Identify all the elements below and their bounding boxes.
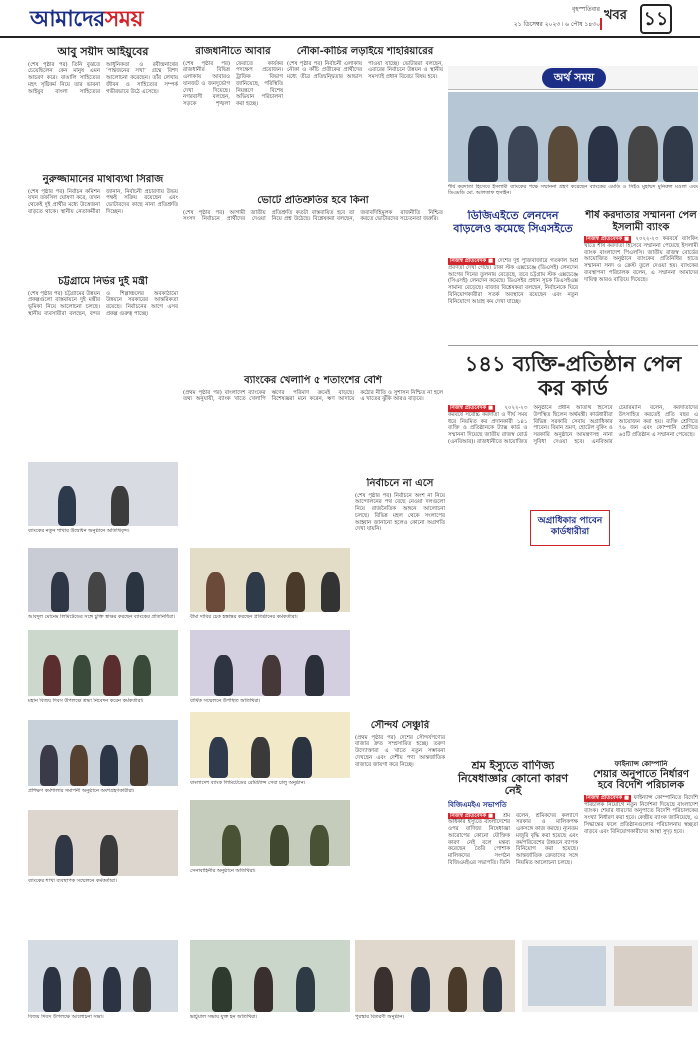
event-photo [28,940,178,1012]
article-rajdhani [183,46,283,191]
person-figure [43,655,61,696]
photo-caption: ব্যাংকের নতুন শাখার উদ্বোধন অনুষ্ঠানে অতিথিবৃন্দ। [28,528,130,534]
headline: ভোটে প্রতিশ্রুতির হবে কিনা [257,195,369,206]
pull-quote: অগ্রাধিকার পাবেন কার্ডধারীরা [530,510,610,546]
person-figure [43,967,61,1012]
person-figure [411,967,430,1012]
person-figure [251,737,270,778]
person-figure [100,745,118,786]
article-vote [183,195,443,365]
article-body: (প্রথম পৃষ্ঠার পর) বাংলাদেশ ব্যাংকের তথ্য অনুযায়ী, ব্যাংক খাতে খেলাপি ঋণের পরিমাণ ক্রমেই বাড়ছে। বিশেষজ্ঞরা মনে করেন, ঋণ আদায়ে কঠোর নীতি ও সুশাসন নিশ্চিত না হলে এ খাতের ঝুঁকি আরও বাড়বে। [183,389,443,403]
person-figure [212,967,231,1012]
kicker: ফাইন্যান্স কোম্পানি [614,760,668,768]
article-body: ২০২২-২৩ করবর্ষে ব্যাংকিং খাতে শীর্ষ করদাতা হিসেবে সম্মাননা পেয়েছে ইসলামী ব্যাংক বাংলাদেশ পিএলসি। জাতীয় রাজস্ব বোর্ডের আয়োজিত অনুষ্ঠানে ব্যাংকের প্রতিনিধির হাতে সম্মাননা সনদ ও ক্রেস্ট তুলে দেওয়া হয়। ব্যাংকের ব্যবস্থাপনা পরিচালক বলেন, এ সম্মাননা আমাদের দায়িত্ব আরও বাড়িয়ে দিয়েছে। [584,236,698,283]
person-figure [296,967,315,1012]
person-figure [548,126,578,182]
person-figure [286,572,305,612]
headline: শেয়ার অনুপাতে নির্ধারণ হবে বিদেশি পরিচালক [593,768,689,792]
photo-caption: প্রশিক্ষণ কর্মশালার সমাপনী অনুষ্ঠানে অংশগ্রহণকারীরা। [28,788,135,794]
article-body: (শেষ পৃষ্ঠার পর) নির্বাচনী এলাকায় নৌকা ও কাঁচি প্রতীকের প্রার্থীদের মধ্যে তীব্র প্রতিদ্বন্দ্বিতার আভাস পাওয়া যাচ্ছে। ভোটাররা বলছেন, এবারের নির্বাচনে উন্নয়ন ও স্থানীয় সমস্যাই প্রধান বিবেচ্য বিষয় হবে। [287,60,443,80]
photo-caption: শীর্ষ করদাতা হিসেবে ইসলামী ব্যাংকের পক্ষে সম্মাননা গ্রহণ করেছেন ব্যাংকের এমডি ও সিইও মুহাম্মদ মুনিরুল মওলা এবং ডিএমডি মো. আলতাফ হুসাইন। [448,184,698,197]
person-figure [448,967,467,1012]
event-photo [355,940,515,1012]
logo-part-2: সময় [104,7,143,32]
event-photo [28,548,178,612]
headline: ব্যাংকের খেলাপি ৫ শতাংশের বেশি [244,375,382,386]
person-figure [508,126,538,182]
person-figure [483,967,502,1012]
headline: আবু সয়ীদ আইয়ুবের [57,46,149,58]
section-name: খবর [604,8,627,23]
headline: শীর্ষ করদাতার সম্মাননা পেল ইসলামী ব্যাংক [585,210,697,233]
section-banner [448,66,698,90]
person-figure [133,655,151,696]
subheadline: বিজিএমইএ সভাপতি [448,800,507,809]
person-figure [588,126,618,182]
article-body: (প্রথম পৃষ্ঠার পর) দেশের সৌন্দর্যপণ্যের বাজার দ্রুত সম্প্রসারিত হচ্ছে। তরুণ উদ্যোক্তারা এ খাতে নতুন সম্ভাবনা দেখছেন এবং দেশীয় পণ্য আন্তর্জাতিক বাজারে জায়গা করে নিচ্ছে। [355,734,445,768]
byline: নিজস্ব প্রতিবেদক ■ [450,812,494,819]
video-meeting-photo [522,940,698,1012]
logo-part-1: আমাদের [30,7,105,32]
person-figure [111,486,129,526]
headline: নির্বাচনে না এসে [366,478,434,489]
article-body: (শেষ পৃষ্ঠার পর) রাজধানীর বিভিন্ন এলাকায় আবারও যানজট ও জনদুর্ভোগ দেখা দিয়েছে। নগরবাসী বলছেন, সড়কে শৃঙ্খলা ফেরাতে কার্যকর পদক্ষেপ প্রয়োজন। ট্রাফিক বিভাগ জানিয়েছে, পরিস্থিতি নিয়ন্ত্রণে বিশেষ অভিযান পরিচালনা করা হচ্ছে। [183,60,283,107]
headline: শ্রম ইস্যুতে বাণিজ্য নিষেধাজ্ঞার কোনো কারণ নেই [457,760,569,798]
headline: নৌকা-কাঁচির লড়াইয়ে শাহরিয়ারের [296,46,434,57]
article-noukha [287,46,443,191]
photo-caption: পুরস্কার বিতরণী অনুষ্ঠান। [355,1014,405,1020]
person-figure [468,126,498,182]
person-figure [103,655,121,696]
article-body: (শেষ পৃষ্ঠার পর) নির্বাচন কমিশন যখন তফসিল ঘোষণা করে, তখন থেকেই দুই প্রার্থীর মধ্যে উত্তেজনা বাড়তে থাকে। স্থানীয় নেতাকর্মীরা জানান, নির্বাচনী প্রচারণায় উভয় পক্ষই সক্রিয় রয়েছেন এবং ভোটারদের কাছে নানা প্রতিশ্রুতি দিচ্ছেন। [28,188,178,215]
byline: নিজস্ব প্রতিবেদক ■ [450,258,494,264]
newspaper-logo [30,6,143,34]
person-figure [73,655,91,696]
person-figure [663,126,693,182]
article-bank-default [183,375,443,475]
event-photo [190,630,350,696]
person-figure [133,967,151,1012]
event-photo [28,630,178,696]
photo-caption: সেনাবাহিনীর অনুষ্ঠানে অতিথিরা। [190,868,256,874]
photo-caption: বীমা দাবির চেক হস্তান্তর করছেন প্রতিষ্ঠানের কর্মকর্তারা। [190,614,298,620]
article-body: শ্রম অধিকার ইস্যুতে বাংলাদেশের ওপর বাণিজ্য নিষেধাজ্ঞা আরোপের কোনো যৌক্তিক কারণ নেই বলে মন্তব্য করেছেন তৈরি পোশাক মালিকদের সংগঠন বিজিএমইএর সভাপতি। তিনি বলেন, শ্রমিকদের কল্যাণে সরকার ও মালিকপক্ষ একসঙ্গে কাজ করছে। ন্যূনতম মজুরি বৃদ্ধি করা হয়েছে এবং কর্মপরিবেশের উন্নয়নে ব্যাপক বিনিয়োগ করা হয়েছে। আন্তর্জাতিক ক্রেতাদের সঙ্গে নিয়মিত আলোচনা চলছে। [448,812,578,866]
article-sram [448,760,578,930]
byline: নিজস্ব প্রতিবেদক ■ [586,236,630,242]
byline: নিজস্ব প্রতিবেদক ■ [450,405,494,411]
article-islami [584,210,698,340]
event-photo [190,548,350,612]
masthead [0,0,700,38]
page-number: ১১ [640,4,672,34]
article-body: (শেষ পৃষ্ঠার পর) নির্বাচনে অংশ না নিয়ে আন্দোলনের পথ বেছে নেওয়া দলগুলো নিয়ে রাজনৈতিক অঙ্গনে আলোচনা চলছে। বিভিন্ন মহল থেকে সংলাপের আহ্বান জানানো হলেও কোনো অগ্রগতি দেখা যায়নি। [355,492,445,533]
person-figure [100,835,118,876]
photo-caption: মহান বিজয় দিবস উপলক্ষে শ্রদ্ধা নিবেদন করেন কর্মকর্তারা। [28,698,144,704]
person-figure [254,967,273,1012]
headline: ১৪১ ব্যক্তি-প্রতিষ্ঠান পেল কর কার্ড [464,352,682,401]
article-chattogram [28,276,178,456]
person-figure [88,572,106,612]
person-figure [246,572,265,612]
person-figure [55,835,73,876]
person-figure [292,737,311,778]
byline: নিজস্ব প্রতিবেদক ■ [586,794,630,801]
article-tax-card-head [448,345,698,405]
article-body: ২০২২-২৩ করবর্ষে সর্বোচ্চ করদাতা ও দীর্ঘ সময় ধরে নিয়মিত কর প্রদানকারী ১৪১ ব্যক্তি ও প্রতিষ্ঠানকে ট্যাক্স কার্ড ও সম্মাননা দিয়েছে জাতীয় রাজস্ব বোর্ড (এনবিআর)। রাজধানীতে আয়োজিত অনুষ্ঠানে প্রধান অতিথি হিসেবে উপস্থিত ছিলেন অর্থমন্ত্রী। কার্ডধারীরা বিভিন্ন সরকারি সেবায় অগ্রাধিকার পাবেন। বিমান ভ্রমণ, হোটেল বুকিং ও সরকারি অনুষ্ঠানে আমন্ত্রণসহ নানা সুবিধা দেওয়া হবে। এনবিআর চেয়ারম্যান বলেন, করদাতাদের উৎসাহিত করতেই প্রতি বছর এ আয়োজন করা হয়। ব্যক্তি শ্রেণিতে ৭৬ জন এবং কোম্পানি শ্রেণিতে ৬৫টি প্রতিষ্ঠান এ সম্মাননা পেয়েছে। [448,405,698,445]
event-photo [28,462,178,526]
headline: সৌন্দর্য সেঞ্চুরি [370,720,430,731]
headline: ডিজিএইতে লেনদেন বাড়লেও কমেছে সিএসইতে [453,210,573,235]
person-figure [40,745,58,786]
event-photo [190,712,350,778]
headline: রাজধানীতে আবার [195,46,271,57]
person-figure [310,825,329,866]
photo-caption: ব্যাংকের শাখা ব্যবস্থাপক সম্মেলনে কর্মকর্তারা। [28,878,117,884]
issue-day: বৃহস্পতিবার [572,6,600,13]
person-figure [374,967,393,1012]
event-photo [28,720,178,786]
person-figure [222,825,241,866]
article-body: (শেষ পৃষ্ঠার পর) তিনি বুঝতে চেয়েছিলেন কেন মানুষ এমন আচরণ করে। বাঙালি সাহিত্যের মহৎ সৃষ্টিকর্ম নিয়ে তার ভাবনা আইয়ুব বাংলা সাহিত্যের আধুনিকতা ও রবীন্দ্রনাথের ‘পান্থজনের সখা’ গ্রন্থে বিশদ আলোচনা করেছেন। তাঁর লেখায় জীবন ও সাহিত্যের সম্পর্ক গভীরভাবে উঠে এসেছে। [28,61,178,95]
photo-caption: বার্ষিক সম্মেলনে উপস্থিত অতিথিরা। [190,698,261,704]
article-nirbachon [355,478,445,588]
person-figure [321,572,340,612]
article-tax-card [448,405,698,585]
person-figure [209,737,228,778]
person-figure [70,745,88,786]
event-photo [190,940,350,1012]
article-finance-co [584,760,698,930]
headline: নুরুজ্জামানের মাথাব্যথা সিরাজ [42,174,164,185]
person-figure [126,572,144,612]
person-figure [628,126,658,182]
divider [600,18,602,30]
article-body: দেশের দুই পুঁজিবাজারে গতকাল মিশ্র প্রবণতা দেখা গেছে। ঢাকা স্টক এক্সচেঞ্জে (ডিএসই) লেনদেন আগের দিনের তুলনায় বেড়েছে, তবে চট্টগ্রাম স্টক এক্সচেঞ্জে (সিএসই) লেনদেন কমেছে। ডিএসইর প্রধান সূচক ডিএসইএক্স সামান্য বেড়েছে। বাজার বিশ্লেষকরা বলছেন, নির্বাচনকে ঘিরে বিনিয়োগকারীরা সতর্ক অবস্থানে রয়েছেন এবং নতুন বিনিয়োগে আগ্রহ কম দেখা যাচ্ছে। [448,258,578,305]
award-photo [448,92,698,182]
person-figure [73,967,91,1012]
article-soundarya [355,720,445,840]
person-figure [58,486,76,526]
article-dollar-body [448,258,578,308]
event-photo [190,800,350,866]
person-figure [130,745,148,786]
photo-caption: ভার্চুয়াল সভায় যুক্ত হন অতিথিরা। [190,1014,258,1020]
article-body: (শেষ পৃষ্ঠার পর) চট্টগ্রামের উন্নয়ন প্রকল্পগুলো বাস্তবায়নে দুই মন্ত্রীর ভূমিকা নিয়ে আলোচনা চলছে। স্থানীয় ব্যবসায়ীরা বলছেন, বন্দর ও শিল্পাঞ্চলের অবকাঠামো উন্নয়নে সরকারের আন্তরিকতা রয়েছে। নির্বাচনের আগে এসব প্রকল্প গুরুত্ব পাচ্ছে। [28,290,178,317]
person-figure [305,655,324,696]
article-nuruzzaman [28,174,178,270]
photo-caption: বিজয় দিবস উপলক্ষে আলোচনা সভা। [28,1014,104,1020]
event-photo [28,810,178,876]
headline: চট্টগ্রামে নির্ভর দুই মন্ত্রী [58,276,148,287]
person-figure [103,967,121,1012]
person-figure [262,655,281,696]
section-banner-logo: অর্থ সময় [542,68,606,88]
person-figure [206,572,225,612]
person-figure [51,572,69,612]
photo-caption: বাংলাদেশ ব্যাংক লিমিটেডের রেমিট্যান্স সেবা চালু অনুষ্ঠান। [190,780,306,786]
article-body: (শেষ পৃষ্ঠার পর) আগামী জাতীয় সংসদ নির্বাচনে প্রার্থীদের দেওয়া প্রতিশ্রুতি কতটা বাস্তবায়িত হবে তা নিয়ে প্রশ্ন উঠেছে। বিশ্লেষকরা বলছেন, জবাবদিহিমূলক রাজনীতি নিশ্চিত করতে ভোটারদের সচেতনতা জরুরি। [183,209,443,223]
person-figure [214,655,233,696]
issue-date: ২১ ডিসেম্বর ২০২৩ ৷ ৬ পৌষ ১৪৩০ [513,21,600,28]
photo-caption: আবদুল মোনেম লিমিটেডের সঙ্গে চুক্তি স্বাক্ষর করছেন ব্যাংকের প্রতিনিধিরা। [28,614,176,620]
article-body: ফাইন্যান্স কোম্পানিতে বিদেশি পরিচালক নিয়োগে নতুন নির্দেশনা দিয়েছে বাংলাদেশ ব্যাংক। শেয়ার ধারণের অনুপাতে বিদেশি পরিচালকের সংখ্যা নির্ধারণ করা হবে। কেন্দ্রীয় ব্যাংক জানিয়েছে, এ সিদ্ধান্তের ফলে প্রতিষ্ঠানগুলোর পরিচালনায় স্বচ্ছতা বাড়বে এবং বিনিয়োগকারীদের আস্থা সুদৃঢ় হবে। [584,794,698,835]
person-figure [270,825,289,866]
article-aiyub [28,46,178,171]
